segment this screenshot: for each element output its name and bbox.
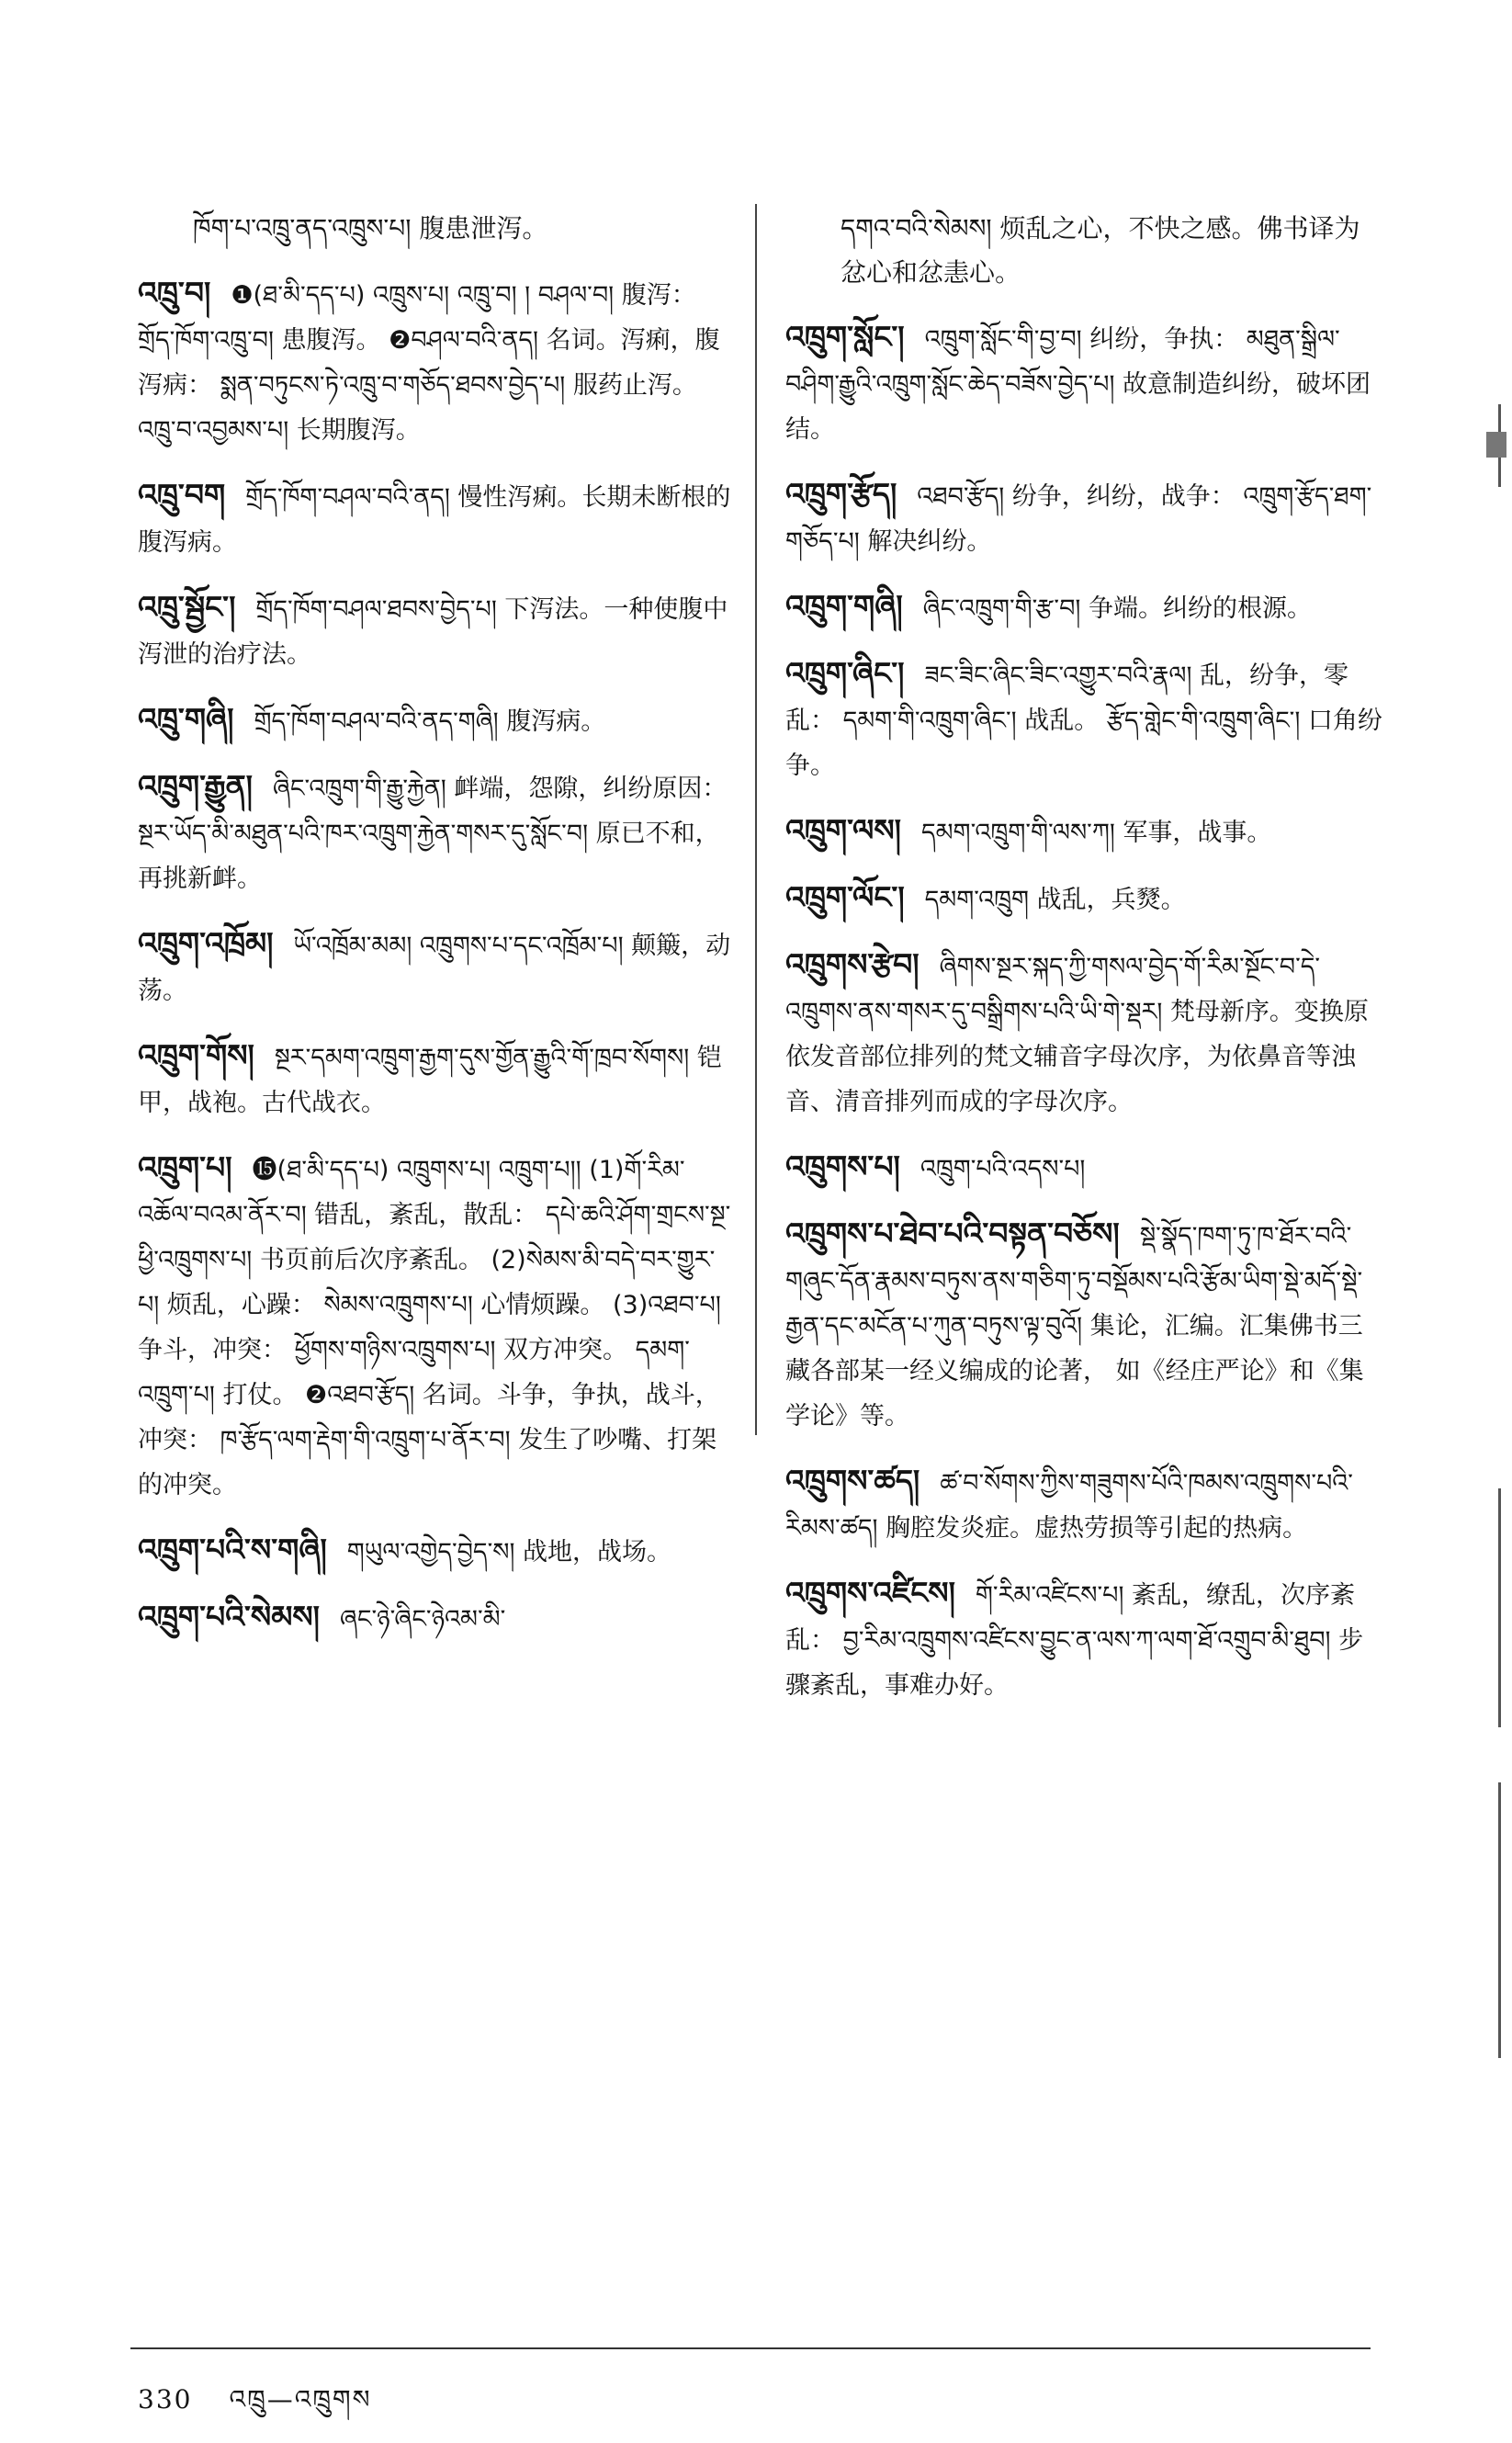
- entry-text: ཟང་ཟིང་ཞིང་ཟིང་འགྱུར་བའི་རྣལ། 乱，纷争，零乱： དམག་གི་འཁྲུག་ཞིང་། 战乱。 རྩོད་གླེང་གི་འཁྲུག་ཞིང་། 口角纷争。: [785, 662, 1382, 780]
- entry-headword: འཁྲུག་པ།: [138, 1149, 232, 1185]
- entry-headword: འཁྲུ་གཞི།: [138, 701, 234, 737]
- entry-headword: འཁྲུགས་ཚད།: [785, 1463, 920, 1499]
- dictionary-entry: [138, 1146, 735, 1508]
- dictionary-entry: [138, 1595, 735, 1642]
- entry-text: གྲོད་ཁོག་བཤལ་ཐབས་བྱེད་པ། 下泻法。一种使腹中泻泄的治疗法。: [138, 595, 728, 669]
- entry-headword: འཁྲུག་གོས།: [138, 1037, 254, 1073]
- entry-headword: འཁྲུགས་འཛིངས།: [785, 1575, 955, 1611]
- dictionary-entry: [138, 271, 735, 453]
- page-number: 330: [138, 2384, 193, 2415]
- entry-text: གྲོད་ཁོག་བཤལ་བའི་ནད། 慢性泻痢。长期未断根的腹泻病。: [138, 483, 731, 557]
- scan-edge-marks: [1481, 55, 1506, 2076]
- entry-headword: འཁྲུགས་པ་ཐེབ་པའི་བསྟན་བཅོས།: [785, 1216, 1120, 1251]
- entry-headword: འཁྲུག་སློང་།: [785, 319, 905, 355]
- entry-text: གོ་རིམ་འཛིངས་པ། 紊乱，缭乱，次序紊乱： བྱ་རིམ་འཁྲུགས་འཛིངས་བྱུང་ན་ལས་ཀ་ལག་ཐོ་འགྲུབ་མི་ཐུབ། 步骤紊乱，事难办好。: [785, 1581, 1364, 1700]
- dictionary-entry: [785, 651, 1382, 788]
- entry-headword: འཁྲུག་གཞི།: [785, 588, 903, 624]
- dictionary-entry: [785, 207, 1382, 295]
- entry-headword: འཁྲུ་བག: [138, 477, 226, 513]
- dictionary-entry: [785, 1571, 1382, 1708]
- left-column: [138, 207, 735, 1662]
- right-column: [785, 207, 1382, 1728]
- entry-text: དགའ་བའི་སེམས། 烦乱之心，不快之感。佛书译为忿心和忿恚心。: [841, 213, 1360, 288]
- dictionary-entry: [785, 315, 1382, 452]
- entry-headword: འཁྲུག་པའི་ས་གཞི།: [138, 1532, 327, 1567]
- entry-text: ⓯(ཐ་མི་དད་པ) འཁྲུགས་པ། འཁྲུག་པ།། (1)གོ་རིམ་འཆོལ་བའམ་ནོར་བ། 错乱，紊乱，散乱： དཔེ་ཆའི་ཤོག་གྲངས་སྔ་ཕྱི་འཁྲུགས་པ། 书页前后次序紊乱。 (2)སེམས་མི་བདེ་བར་གྱུར་པ། 烦乱，心躁： སེམས་འཁྲུགས་པ། 心情烦躁。 (3)འཐབ་པ། 争斗，冲突： ཕྱོགས་གཉིས་འཁྲུགས་པ། 双方冲突。 དམག་འཁྲུག་པ། 打仗。 ❷འཐབ་རྩོད། 名词。斗争，争执，战斗，冲突： ཁ་རྩོད་ལག་རྡེག་གི་འཁྲུག་པ་ནོར་བ། 发生了吵嘴、打架的冲突。: [138, 1156, 731, 1499]
- running-head: འཁྲུ—འཁྲུགས: [229, 2384, 372, 2415]
- entry-text: ཞིགས་སྔར་སྐད་ཀྱི་གསལ་བྱེད་གོ་རིམ་སྔོང་བ་དེ་འཁྲུགས་ནས་གསར་དུ་བསྒྲིགས་པའི་ཡི་གེ་སྡར། 梵母新序。变换原依发音部位排列的梵文辅音字母次序，为依鼻音等浊音、清音排列而成的字母次序。: [785, 953, 1369, 1116]
- entry-headword: འཁྲུག་ལས།: [785, 812, 901, 848]
- entry-headword: འཁྲུག་རྩོད།: [785, 476, 897, 512]
- column-divider: [755, 204, 757, 1435]
- entry-text: སྡེ་སྣོད་ཁག་ཏུ་ཁ་ཐོར་བའི་གཞུང་དོན་རྣམས་བཏུས་ནས་གཅིག་ཏུ་བསྡོམས་པའི་རྩོམ་ཡིག་སྡེ་མདོ་སྡེ་རྒྱན་དང་མངོན་པ་ཀུན་བཏུས་ལྟ་བུའོ། 集论，汇编。汇集佛书三藏各部某一经义编成的论著， 如《经庄严论》和《集学论》等。: [785, 1222, 1364, 1431]
- dictionary-entry: [138, 697, 735, 744]
- entry-headword: འཁྲུ་སྦྱོང་།: [138, 589, 236, 625]
- entry-text: ཞིང་འཁྲུག་གི་རྒྱུ་རྐྱེན། 衅端，怨隙，纠纷原因： སྔར་ཡོད་མི་མཐུན་པའི་ཁར་འཁྲུག་རྐྱེན་གསར་དུ་སློང་བ། 原已不和，再挑新衅。: [138, 775, 728, 893]
- dictionary-entry: [138, 922, 735, 1013]
- entry-headword: འཁྲུག་ཞིང་།: [785, 655, 905, 691]
- entry-text: དམག་འཁྲུག་གི་ལས་ཀ། 军事，战事。: [920, 819, 1272, 847]
- entry-headword: འཁྲུག་པའི་སེམས།: [138, 1599, 320, 1634]
- entry-text: དམག་འཁྲུག 战乱，兵燹。: [924, 886, 1186, 914]
- dictionary-entry: [785, 876, 1382, 922]
- dictionary-entry: [785, 1145, 1382, 1192]
- dictionary-entry: [138, 1528, 735, 1575]
- dictionary-entry: [138, 207, 735, 251]
- entry-text: ཁོག་པ་འཁྲུ་ནད་འཁྲུས་པ། 腹患泄泻。: [193, 213, 548, 243]
- entry-text: གྲོད་ཁོག་བཤལ་བའི་ནད་གཞི། 腹泻病。: [254, 707, 606, 736]
- entry-headword: འཁྲུག་རྒྱུན།: [138, 768, 253, 804]
- entry-text: འཁྲུག་སློང་གི་བྱ་བ། 纠纷，争执： མཐུན་སྒྲིལ་བཤིག་རྒྱུའི་འཁྲུག་སློང་ཆེད་བཟོས་བྱེད་པ། 故意制造纠纷，破坏团结。: [785, 325, 1371, 444]
- dictionary-entry: [785, 1212, 1382, 1439]
- entry-text: ཞིང་འཁྲུག་གི་རྩ་བ། 争端。纠纷的根源。: [922, 594, 1312, 623]
- entry-text: ཚ་བ་སོགས་ཀྱིས་གཟུགས་པོའི་ཁམས་འཁྲུགས་པའི་རིམས་ཚད། 胸腔发炎症。虚热劳损等引起的热病。: [785, 1469, 1353, 1543]
- entry-text: སྔར་དམག་འཁྲུག་རྒྱག་དུས་གྱོན་རྒྱུའི་གོ་ཁྲབ་སོགས། 铠甲，战袍。古代战衣。: [138, 1044, 722, 1117]
- entry-text: ཡོ་འཁྲོམ་མམ། འཁྲུགས་པ་དང་འཁྲོམ་པ། 颠簸，动荡。: [138, 932, 731, 1005]
- entry-headword: འཁྲུག་འཁྲོམ།: [138, 925, 274, 961]
- dictionary-entry: [785, 809, 1382, 855]
- dictionary-entry: [138, 764, 735, 901]
- dictionary-entry: [785, 472, 1382, 564]
- entry-text: འཁྲུག་པའི་འདས་པ།: [920, 1155, 1086, 1183]
- footer-rule: [130, 2347, 1371, 2349]
- dictionary-entry: [138, 473, 735, 565]
- entry-headword: འཁྲུགས་པ།: [785, 1148, 900, 1184]
- dictionary-entry: [138, 1034, 735, 1125]
- dictionary-entry: [785, 943, 1382, 1125]
- entry-headword: འཁྲུ་བ།: [138, 275, 211, 311]
- entry-text: འཐབ་རྩོད། 纷争，纠纷，战争： འཁྲུག་རྩོད་ཐག་གཅོད་པ། 解决纠纷。: [785, 482, 1372, 556]
- dictionary-entry: [138, 585, 735, 677]
- page-footer: [138, 2370, 372, 2443]
- entry-text: ཞང་ཉེ་ཞིང་ཉེའམ་མི་: [339, 1605, 506, 1634]
- entry-headword: འཁྲུགས་རྩེབ།: [785, 946, 920, 982]
- entry-text: གཡུལ་འགྱེད་བྱེད་ས། 战地，战场。: [346, 1538, 672, 1566]
- entry-text: ❶(ཐ་མི་དད་པ) འཁྲུས་པ། འཁྲུ་བ། ། བཤལ་བ། 腹泻： གྲོད་ཁོག་འཁྲུ་བ། 患腹泻。 ❷བཤལ་བའི་ནད། 名词。泻痢，腹泻病： སྨན་བཏུངས་ཏེ་འཁྲུ་བ་གཅོད་ཐབས་བྱེད་པ། 服药止泻。 འཁྲུ་བ་འབྱམས་པ། 长期腹泻。: [138, 281, 720, 445]
- entry-headword: འཁྲུག་ལོང་།: [785, 879, 905, 915]
- dictionary-entry: [785, 584, 1382, 631]
- dictionary-entry: [785, 1459, 1382, 1551]
